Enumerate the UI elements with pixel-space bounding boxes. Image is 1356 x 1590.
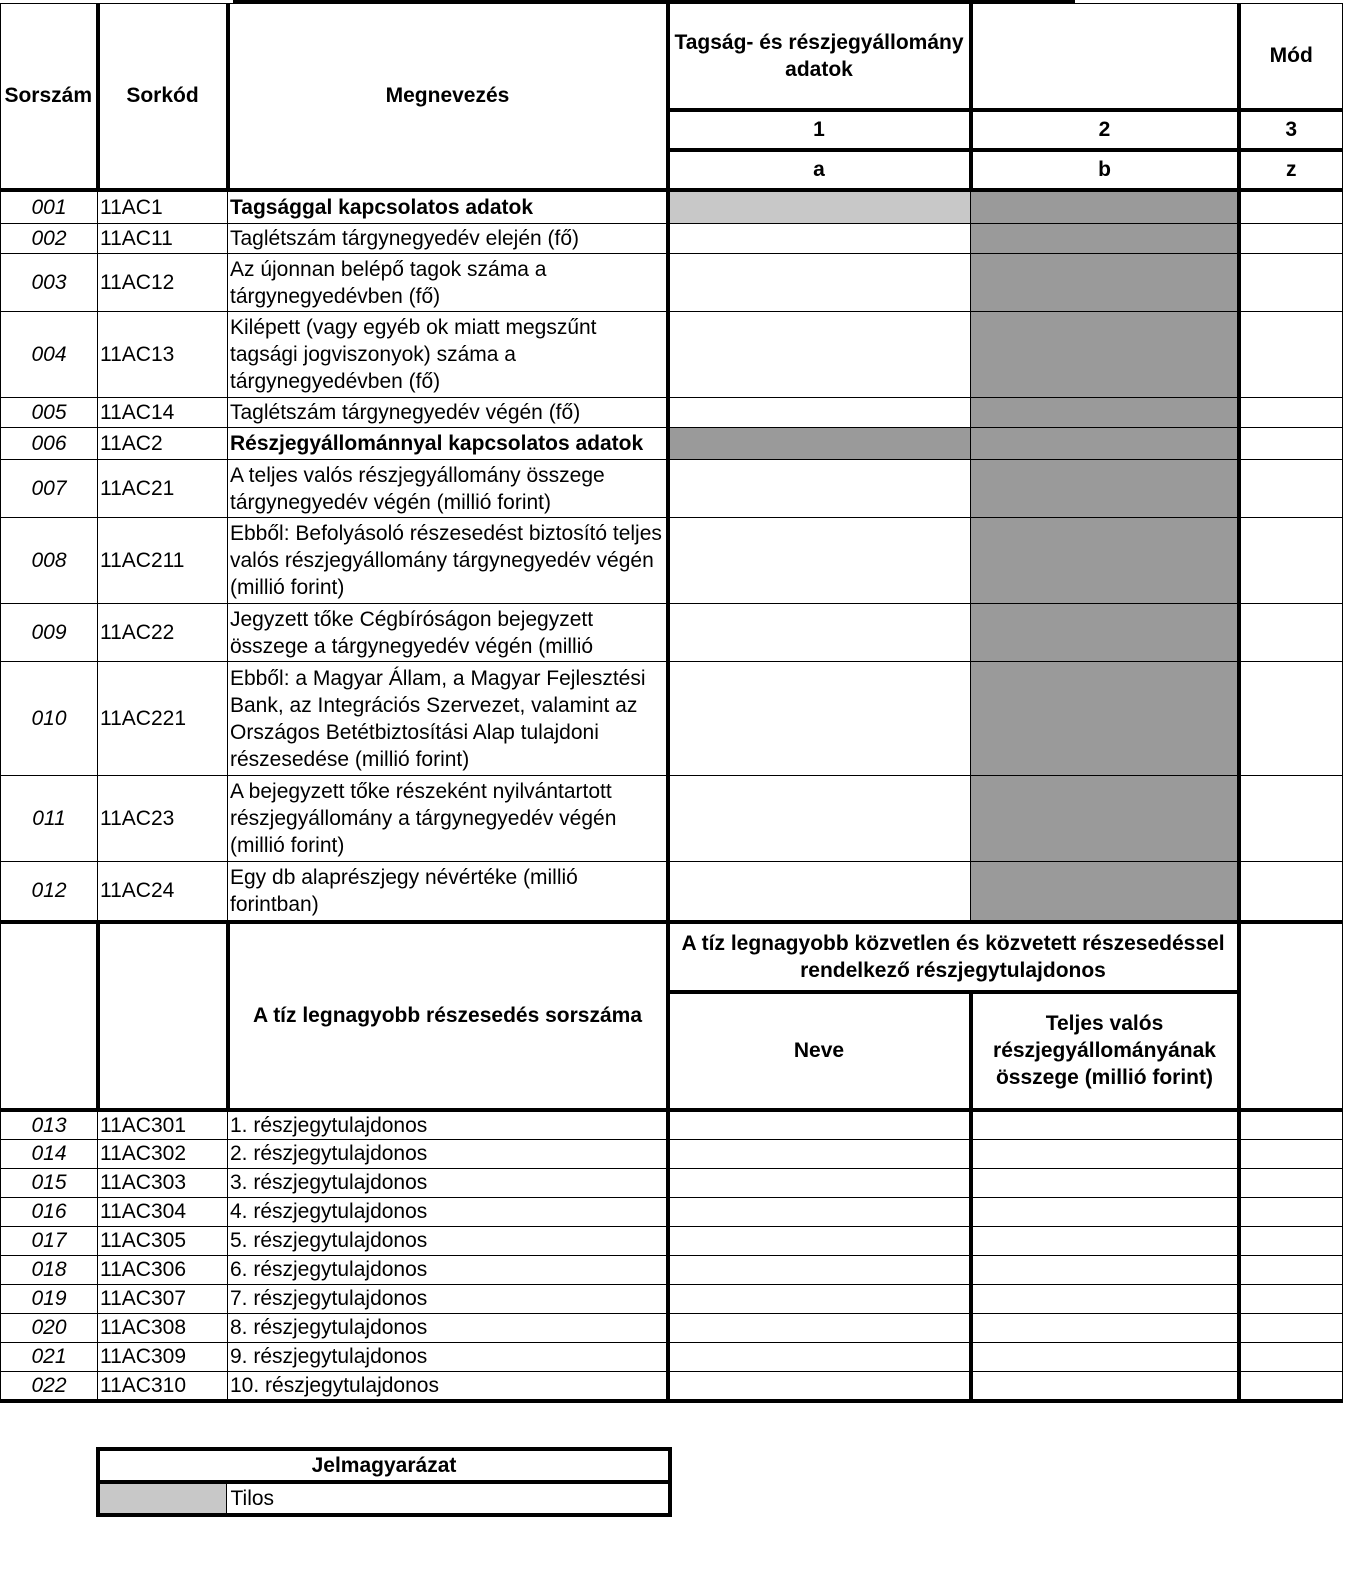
header-col2-title xyxy=(971,4,1239,110)
table-row xyxy=(1,1342,1343,1371)
cell-b-disabled xyxy=(971,776,1239,862)
cell-a[interactable] xyxy=(668,312,971,398)
cell-z[interactable] xyxy=(1239,1197,1343,1226)
row-code: 11AC2 xyxy=(98,428,228,460)
section2-blank-code xyxy=(98,922,228,1110)
row-label: 7. részjegytulajdonos xyxy=(228,1284,668,1313)
section2-col-amount: Teljes valós részjegyállományának összege (millió forint) xyxy=(971,992,1239,1110)
cell-b-disabled xyxy=(971,190,1239,224)
header-col3-letter: z xyxy=(1239,150,1343,190)
legend-swatch xyxy=(98,1482,226,1515)
header-mod: Mód xyxy=(1239,4,1343,110)
cell-name[interactable] xyxy=(668,1197,971,1226)
header-megnevezes: Megnevezés xyxy=(228,4,668,190)
row-number: 010 xyxy=(1,662,98,776)
table-row xyxy=(1,428,1343,460)
table-row xyxy=(1,1226,1343,1255)
cell-name[interactable] xyxy=(668,1255,971,1284)
cell-z[interactable] xyxy=(1239,1139,1343,1168)
row-number: 018 xyxy=(1,1255,98,1284)
section2-col-name: Neve xyxy=(668,992,971,1110)
cell-z[interactable] xyxy=(1239,862,1343,922)
row-code: 11AC309 xyxy=(98,1342,228,1371)
cell-a[interactable] xyxy=(668,862,971,922)
row-code: 11AC1 xyxy=(98,190,228,224)
section2-label-header: A tíz legnagyobb részesedés sorszáma xyxy=(228,922,668,1110)
cell-name[interactable] xyxy=(668,1284,971,1313)
row-label: A teljes valós részjegyállomány összege tárgynegyedév végén (millió forint) xyxy=(228,460,668,518)
table-row xyxy=(1,1197,1343,1226)
cell-name[interactable] xyxy=(668,1168,971,1197)
row-number: 008 xyxy=(1,518,98,604)
row-label: Jegyzett tőke Cégbíróságon bejegyzett összege a tárgynegyedév végén (millió xyxy=(228,604,668,662)
row-code: 11AC303 xyxy=(98,1168,228,1197)
row-label: A bejegyzett tőke részeként nyilvántartott részjegyállomány a tárgynegyedév végén (millió forint) xyxy=(228,776,668,862)
cell-z[interactable] xyxy=(1239,190,1343,224)
row-code: 11AC305 xyxy=(98,1226,228,1255)
cell-b-disabled xyxy=(971,662,1239,776)
row-code: 11AC14 xyxy=(98,398,228,428)
cell-z[interactable] xyxy=(1239,776,1343,862)
row-label: 4. részjegytulajdonos xyxy=(228,1197,668,1226)
row-number: 007 xyxy=(1,460,98,518)
cell-a[interactable] xyxy=(668,776,971,862)
cell-amount[interactable] xyxy=(971,1226,1239,1255)
row-label: Egy db alaprészjegy névértéke (millió forintban) xyxy=(228,862,668,922)
row-label: 5. részjegytulajdonos xyxy=(228,1226,668,1255)
cell-a[interactable] xyxy=(668,460,971,518)
cell-amount[interactable] xyxy=(971,1139,1239,1168)
row-label: Az újonnan belépő tagok száma a tárgynegyedévben (fő) xyxy=(228,254,668,312)
table-row xyxy=(1,604,1343,662)
row-label: 8. részjegytulajdonos xyxy=(228,1313,668,1342)
row-number: 017 xyxy=(1,1226,98,1255)
legend-item-label: Tilos xyxy=(226,1482,670,1515)
cell-a-disabled xyxy=(668,428,971,460)
cell-amount[interactable] xyxy=(971,1284,1239,1313)
cell-b-disabled xyxy=(971,604,1239,662)
header-col1-title: Tagság- és részjegyállomány adatok xyxy=(668,4,971,110)
row-number: 019 xyxy=(1,1284,98,1313)
row-number: 014 xyxy=(1,1139,98,1168)
cell-amount[interactable] xyxy=(971,1313,1239,1342)
cell-a-disabled xyxy=(668,190,971,224)
header-col1-num: 1 xyxy=(668,110,971,150)
row-label: Taglétszám tárgynegyedév végén (fő) xyxy=(228,398,668,428)
section2-group-header: A tíz legnagyobb közvetlen és közvetett részesedéssel rendelkező részjegytulajdonos xyxy=(668,922,1239,992)
cell-z[interactable] xyxy=(1239,1226,1343,1255)
table-row xyxy=(1,1284,1343,1313)
row-label: Tagsággal kapcsolatos adatok xyxy=(228,190,668,224)
row-code: 11AC308 xyxy=(98,1313,228,1342)
table-row xyxy=(1,460,1343,518)
table-row xyxy=(1,862,1343,922)
row-number: 002 xyxy=(1,224,98,254)
cell-a[interactable] xyxy=(668,604,971,662)
row-number: 016 xyxy=(1,1197,98,1226)
cell-z[interactable] xyxy=(1239,460,1343,518)
cell-name[interactable] xyxy=(668,1371,971,1401)
header-sorkod: Sorkód xyxy=(98,4,228,190)
table-row xyxy=(1,312,1343,398)
table-row xyxy=(1,224,1343,254)
row-number: 021 xyxy=(1,1342,98,1371)
row-code: 11AC22 xyxy=(98,604,228,662)
cell-name[interactable] xyxy=(668,1226,971,1255)
cell-z[interactable] xyxy=(1239,662,1343,776)
row-number: 009 xyxy=(1,604,98,662)
row-label: 3. részjegytulajdonos xyxy=(228,1168,668,1197)
table-row xyxy=(1,254,1343,312)
table-row xyxy=(1,1139,1343,1168)
row-number: 004 xyxy=(1,312,98,398)
header-col2-num: 2 xyxy=(971,110,1239,150)
header-col3-num: 3 xyxy=(1239,110,1343,150)
table-row xyxy=(1,1255,1343,1284)
cell-z[interactable] xyxy=(1239,1255,1343,1284)
report-table xyxy=(0,3,1343,1403)
cell-a[interactable] xyxy=(668,398,971,428)
row-number: 022 xyxy=(1,1371,98,1401)
row-number: 020 xyxy=(1,1313,98,1342)
row-label: 1. részjegytulajdonos xyxy=(228,1110,668,1140)
cell-z[interactable] xyxy=(1239,428,1343,460)
cell-z[interactable] xyxy=(1239,1110,1343,1140)
row-code: 11AC211 xyxy=(98,518,228,604)
row-code: 11AC13 xyxy=(98,312,228,398)
table-row xyxy=(1,1371,1343,1401)
cell-z[interactable] xyxy=(1239,1371,1343,1401)
row-number: 015 xyxy=(1,1168,98,1197)
row-number: 001 xyxy=(1,190,98,224)
row-label: 6. részjegytulajdonos xyxy=(228,1255,668,1284)
cell-amount[interactable] xyxy=(971,1197,1239,1226)
cell-b-disabled xyxy=(971,224,1239,254)
row-label: Ebből: a Magyar Állam, a Magyar Fejlesztési Bank, az Integrációs Szervezet, valamint az Országos Betétbiztosítási Alap tulajdoni részesedése (millió forint) xyxy=(228,662,668,776)
row-label: 2. részjegytulajdonos xyxy=(228,1139,668,1168)
cell-b-disabled xyxy=(971,398,1239,428)
row-number: 003 xyxy=(1,254,98,312)
cell-z[interactable] xyxy=(1239,1168,1343,1197)
table-row xyxy=(1,1313,1343,1342)
cell-name[interactable] xyxy=(668,1139,971,1168)
cell-z[interactable] xyxy=(1239,1284,1343,1313)
table-row xyxy=(1,1110,1343,1140)
cell-name[interactable] xyxy=(668,1110,971,1140)
table-row xyxy=(1,662,1343,776)
row-number: 011 xyxy=(1,776,98,862)
row-code: 11AC12 xyxy=(98,254,228,312)
row-code: 11AC221 xyxy=(98,662,228,776)
cell-z[interactable] xyxy=(1239,224,1343,254)
legend-table xyxy=(96,1447,672,1517)
cell-b-disabled xyxy=(971,428,1239,460)
cell-amount[interactable] xyxy=(971,1110,1239,1140)
cell-z[interactable] xyxy=(1239,254,1343,312)
cell-amount[interactable] xyxy=(971,1168,1239,1197)
cell-z[interactable] xyxy=(1239,1342,1343,1371)
row-number: 013 xyxy=(1,1110,98,1140)
cell-amount[interactable] xyxy=(971,1255,1239,1284)
row-label: Taglétszám tárgynegyedév elején (fő) xyxy=(228,224,668,254)
cell-a[interactable] xyxy=(668,662,971,776)
cell-z[interactable] xyxy=(1239,1313,1343,1342)
cell-b-disabled xyxy=(971,460,1239,518)
row-number: 012 xyxy=(1,862,98,922)
table-row xyxy=(1,1168,1343,1197)
table-row xyxy=(1,190,1343,224)
row-label: 10. részjegytulajdonos xyxy=(228,1371,668,1401)
cell-z[interactable] xyxy=(1239,604,1343,662)
header-col1-letter: a xyxy=(668,150,971,190)
row-label: Kilépett (vagy egyéb ok miatt megszűnt tagsági jogviszonyok) száma a tárgynegyedévben (fő) xyxy=(228,312,668,398)
cell-b-disabled xyxy=(971,254,1239,312)
cell-a[interactable] xyxy=(668,224,971,254)
table-row xyxy=(1,518,1343,604)
row-code: 11AC11 xyxy=(98,224,228,254)
cell-b-disabled xyxy=(971,312,1239,398)
row-label: Részjegyállománnyal kapcsolatos adatok xyxy=(228,428,668,460)
row-code: 11AC302 xyxy=(98,1139,228,1168)
cell-z[interactable] xyxy=(1239,398,1343,428)
cell-b-disabled xyxy=(971,862,1239,922)
header-col2-letter: b xyxy=(971,150,1239,190)
cell-a[interactable] xyxy=(668,254,971,312)
cell-amount[interactable] xyxy=(971,1371,1239,1401)
row-code: 11AC306 xyxy=(98,1255,228,1284)
row-code: 11AC23 xyxy=(98,776,228,862)
cell-name[interactable] xyxy=(668,1313,971,1342)
cell-a[interactable] xyxy=(668,518,971,604)
table-row xyxy=(1,398,1343,428)
row-code: 11AC304 xyxy=(98,1197,228,1226)
row-code: 11AC307 xyxy=(98,1284,228,1313)
header-sorszam: Sorszám xyxy=(1,4,98,190)
section2-blank-number xyxy=(1,922,98,1110)
row-number: 005 xyxy=(1,398,98,428)
row-code: 11AC310 xyxy=(98,1371,228,1401)
row-label: Ebből: Befolyásoló részesedést biztosító teljes valós részjegyállomány tárgynegyedév végén (millió forint) xyxy=(228,518,668,604)
cell-name[interactable] xyxy=(668,1342,971,1371)
cell-z[interactable] xyxy=(1239,518,1343,604)
row-label: 9. részjegytulajdonos xyxy=(228,1342,668,1371)
cell-z[interactable] xyxy=(1239,312,1343,398)
row-code: 11AC301 xyxy=(98,1110,228,1140)
row-number: 006 xyxy=(1,428,98,460)
row-code: 11AC21 xyxy=(98,460,228,518)
cell-b-disabled xyxy=(971,518,1239,604)
table-row xyxy=(1,776,1343,862)
section2-blank-mod xyxy=(1239,922,1343,1110)
cell-amount[interactable] xyxy=(971,1342,1239,1371)
row-code: 11AC24 xyxy=(98,862,228,922)
legend-title: Jelmagyarázat xyxy=(98,1449,670,1482)
